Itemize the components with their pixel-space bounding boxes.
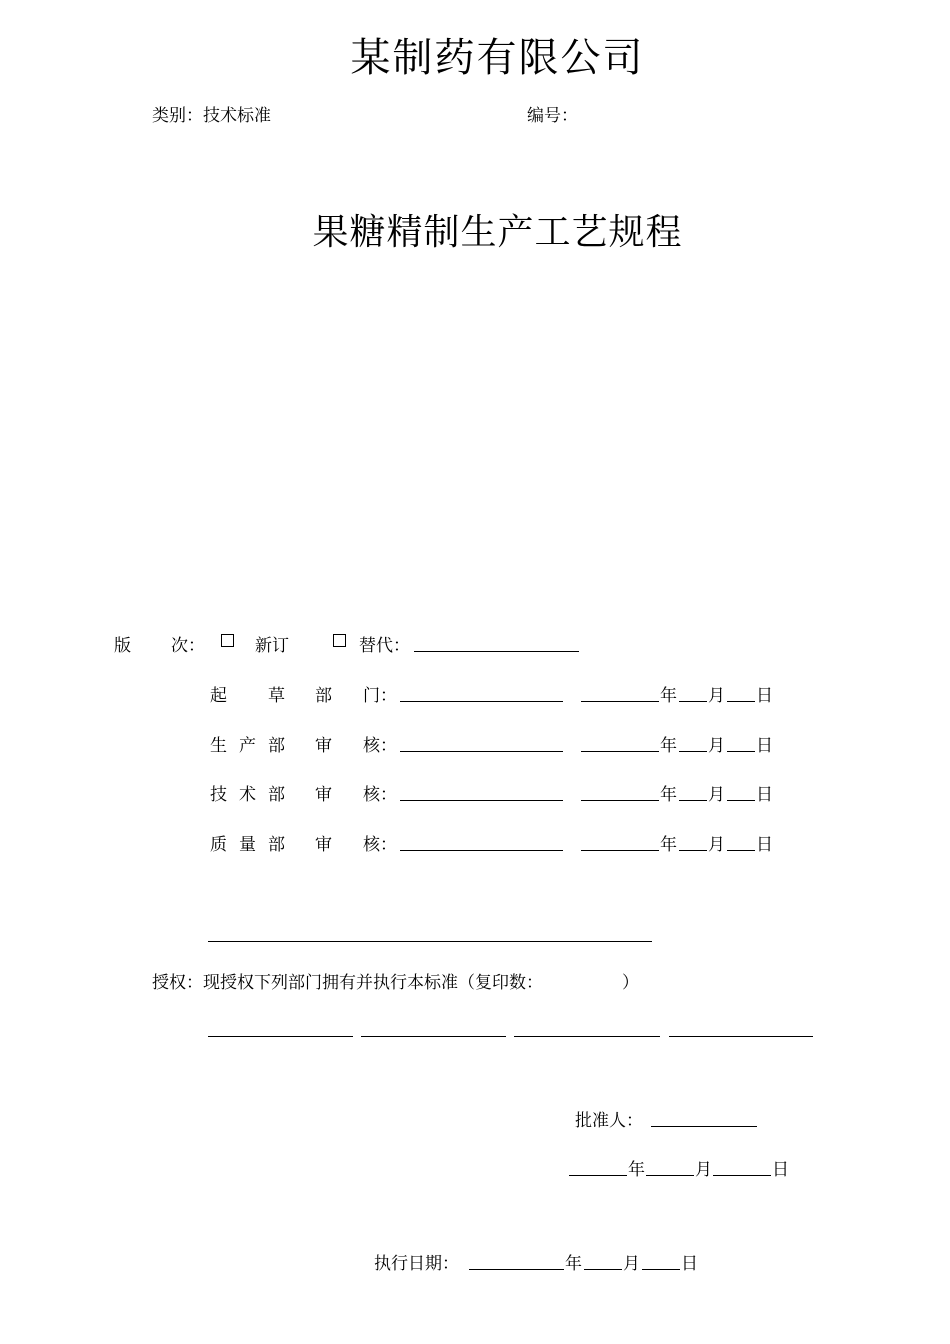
technical-day-field[interactable] xyxy=(727,800,755,801)
approval-label-production-4: 审 xyxy=(315,736,332,756)
approver-year-label: 年 xyxy=(628,1160,645,1180)
new-version-label: 新订 xyxy=(255,636,289,656)
approval-label-production-3: 部 xyxy=(268,736,285,756)
draft-year-field[interactable] xyxy=(581,701,659,702)
department-field-3[interactable] xyxy=(514,1036,660,1037)
replace-version-checkbox[interactable] xyxy=(333,634,346,647)
department-field-1[interactable] xyxy=(208,1036,353,1037)
approver-month-field[interactable] xyxy=(646,1175,694,1176)
approval-label-technical-3: 部 xyxy=(268,785,285,805)
production-day-field[interactable] xyxy=(727,751,755,752)
section-divider xyxy=(208,941,652,942)
approver-signature-field[interactable] xyxy=(651,1126,757,1127)
approval-label-production-2: 产 xyxy=(239,736,256,756)
document-title: 果糖精制生产工艺规程 xyxy=(312,212,683,253)
approval-label-technical-4: 审 xyxy=(315,785,332,805)
effective-month-label: 月 xyxy=(623,1254,640,1274)
approver-day-label: 日 xyxy=(772,1160,789,1180)
approval-label-quality-1: 质 xyxy=(210,835,227,855)
effective-day-label: 日 xyxy=(681,1254,698,1274)
approval-label-technical-1: 技 xyxy=(210,785,227,805)
effective-year-label: 年 xyxy=(565,1254,582,1274)
technical-year-field[interactable] xyxy=(581,800,659,801)
draft-month-label: 月 xyxy=(708,686,725,706)
approval-label-draft-3: 部 xyxy=(315,686,332,706)
quality-year-field[interactable] xyxy=(581,850,659,851)
replace-version-label: 替代： xyxy=(359,636,410,656)
quality-month-label: 月 xyxy=(708,835,725,855)
approval-label-production-5: 核： xyxy=(363,736,397,756)
version-label-a: 版 xyxy=(114,636,131,656)
department-field-4[interactable] xyxy=(669,1036,813,1037)
quality-year-label: 年 xyxy=(660,835,677,855)
approval-label-quality-3: 部 xyxy=(268,835,285,855)
quality-month-field[interactable] xyxy=(679,850,707,851)
approval-label-draft-4: 门： xyxy=(363,686,397,706)
quality-signature-field[interactable] xyxy=(400,850,563,851)
approval-label-quality-2: 量 xyxy=(239,835,256,855)
production-signature-field[interactable] xyxy=(400,751,563,752)
approver-label: 批准人： xyxy=(575,1111,643,1131)
effective-year-field[interactable] xyxy=(469,1269,564,1270)
production-day-label: 日 xyxy=(756,736,773,756)
draft-year-label: 年 xyxy=(660,686,677,706)
document-number-label: 编号： xyxy=(527,106,578,126)
technical-year-label: 年 xyxy=(660,785,677,805)
approval-label-technical-5: 核： xyxy=(363,785,397,805)
category-label: 类别：技术标准 xyxy=(152,106,271,126)
approval-label-draft-2: 草 xyxy=(268,686,285,706)
production-month-field[interactable] xyxy=(679,751,707,752)
technical-signature-field[interactable] xyxy=(400,800,563,801)
draft-day-field[interactable] xyxy=(727,701,755,702)
draft-signature-field[interactable] xyxy=(400,701,563,702)
authorization-close-paren: ） xyxy=(622,973,639,993)
quality-day-field[interactable] xyxy=(727,850,755,851)
draft-day-label: 日 xyxy=(756,686,773,706)
draft-month-field[interactable] xyxy=(679,701,707,702)
department-field-2[interactable] xyxy=(361,1036,506,1037)
new-version-checkbox[interactable] xyxy=(221,634,234,647)
technical-month-label: 月 xyxy=(708,785,725,805)
approver-month-label: 月 xyxy=(695,1160,712,1180)
version-label-b: 次： xyxy=(171,636,205,656)
approver-day-field[interactable] xyxy=(713,1175,771,1176)
effective-month-field[interactable] xyxy=(584,1269,622,1270)
authorization-text: 授权：现授权下列部门拥有并执行本标准（复印数： xyxy=(152,973,543,993)
approval-label-production-1: 生 xyxy=(210,736,227,756)
production-month-label: 月 xyxy=(708,736,725,756)
approval-label-quality-5: 核： xyxy=(363,835,397,855)
production-year-field[interactable] xyxy=(581,751,659,752)
company-name: 某制药有限公司 xyxy=(350,35,645,81)
effective-day-field[interactable] xyxy=(642,1269,680,1270)
replace-version-field[interactable] xyxy=(414,651,579,652)
approval-label-quality-4: 审 xyxy=(315,835,332,855)
approval-label-technical-2: 术 xyxy=(239,785,256,805)
approval-label-draft-1: 起 xyxy=(210,686,227,706)
technical-month-field[interactable] xyxy=(679,800,707,801)
quality-day-label: 日 xyxy=(756,835,773,855)
effective-date-label: 执行日期： xyxy=(374,1254,459,1274)
technical-day-label: 日 xyxy=(756,785,773,805)
production-year-label: 年 xyxy=(660,736,677,756)
approver-year-field[interactable] xyxy=(569,1175,627,1176)
